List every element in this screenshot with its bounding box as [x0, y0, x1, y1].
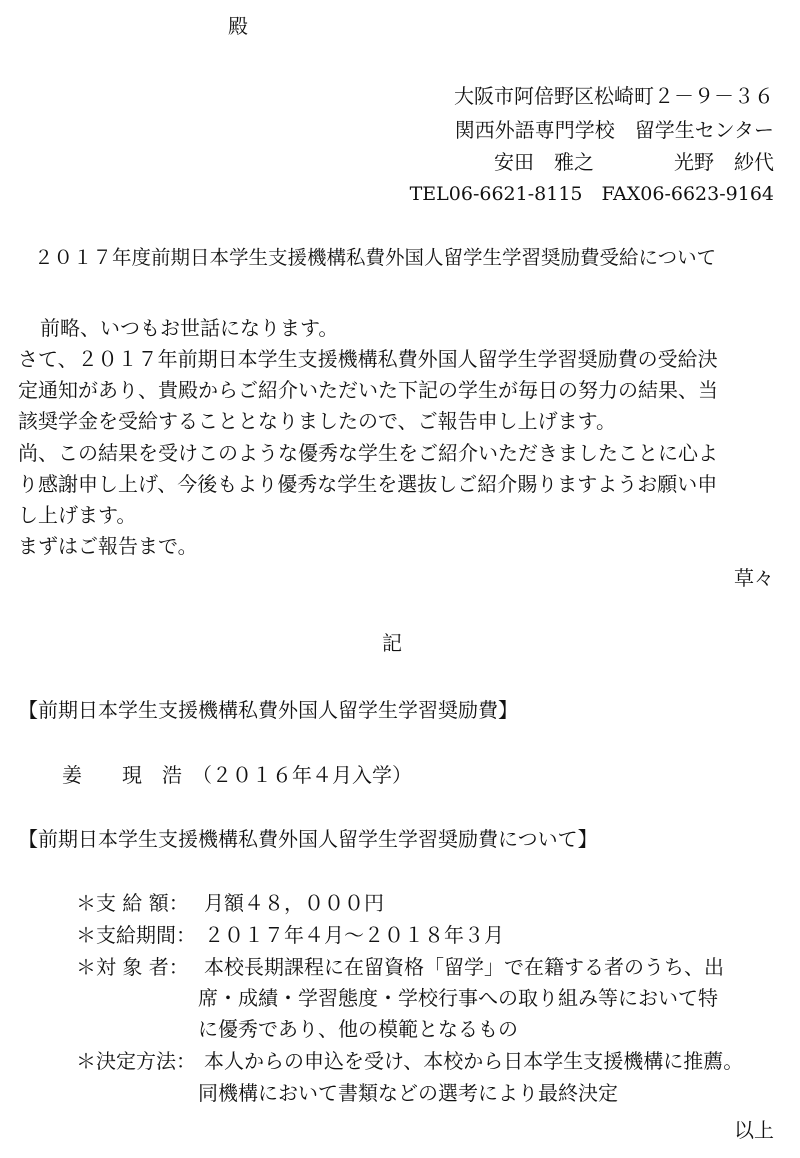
closing-word: 草々: [734, 566, 774, 590]
body-line: さて、２０１７年前期日本学生支援機構私費外国人留学生学習奨励費の受給決: [18, 347, 718, 371]
sender-organization: 関西外語専門学校 留学生センター: [454, 118, 774, 142]
detail-label: ＊支 給 額：: [76, 891, 189, 915]
greeting-line: 前略、いつもお世話になります。: [40, 316, 339, 340]
detail-label: ＊支給期間：: [76, 923, 196, 947]
ki-heading: 記: [382, 631, 402, 655]
student-name: 姜 現 浩 （２０１６年４月入学）: [62, 763, 412, 787]
body-line: 該奨学金を受給することとなりましたので、ご報告申し上げます。: [18, 409, 616, 433]
addressee-honorific: 殿: [228, 14, 248, 38]
detail-target: [76, 955, 724, 979]
end-mark: 以上: [734, 1118, 774, 1142]
body-line: り感謝申し上げ、今後もより優秀な学生を選抜しご紹介賜りますようお願い申: [18, 472, 718, 496]
sender-names: 安田 雅之 光野 紗代: [494, 150, 774, 174]
body-line: 尚、この結果を受けこのような優秀な学生をご紹介いただきましたことに心よ: [18, 441, 718, 465]
detail-value: 月額４８，０００円: [204, 891, 384, 915]
detail-period: [76, 923, 504, 947]
detail-value: ２０１７年４月～２０１８年３月: [204, 923, 504, 947]
detail-value: 本校長期課程に在留資格「留学」で在籍する者のうち、出: [204, 955, 724, 979]
detail-method: [76, 1049, 743, 1073]
detail-value: 本人からの申込を受け、本校から日本学生支援機構に推薦。: [204, 1049, 744, 1073]
sender-contact: TEL06-6621-8115 FAX06-6623-9164: [409, 183, 774, 205]
detail-label: ＊決定方法：: [76, 1049, 196, 1073]
body-line: まずはご報告まで。: [18, 534, 198, 558]
sender-address: 大阪市阿倍野区松崎町２－９－３６: [454, 84, 774, 108]
detail-label: ＊対 象 者：: [76, 955, 189, 979]
detail-method-cont: 同機構において書類などの選考により最終決定: [198, 1081, 618, 1105]
section-title-scholarship: 【前期日本学生支援機構私費外国人留学生学習奨励費】: [18, 698, 518, 722]
detail-target-cont: に優秀であり、他の模範となるもの: [198, 1017, 518, 1041]
section-title-details: 【前期日本学生支援機構私費外国人留学生学習奨励費について】: [18, 827, 598, 851]
body-line: 定通知があり、貴殿からご紹介いただいた下記の学生が毎日の努力の結果、当: [18, 378, 718, 402]
detail-target-cont: 席・成績・学習態度・学校行事への取り組み等において特: [198, 986, 718, 1010]
letter-subject: ２０１７年度前期日本学生支援機構私費外国人留学生学習奨励費受給について: [34, 246, 717, 269]
detail-amount: [76, 891, 384, 915]
body-line: し上げます。: [18, 503, 137, 527]
